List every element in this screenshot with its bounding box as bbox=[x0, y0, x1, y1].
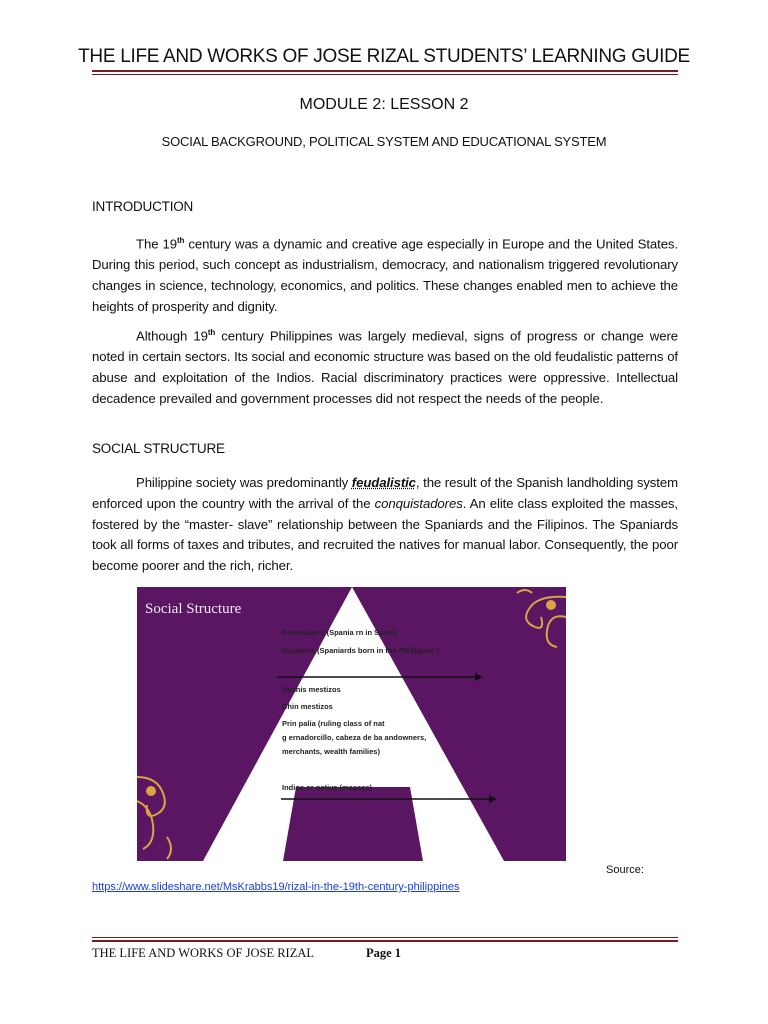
label-principalia-3: merchants, wealth families) bbox=[282, 747, 380, 756]
header-rule-bottom bbox=[92, 74, 678, 75]
label-indios: Indios or native (masses) bbox=[282, 783, 373, 792]
introduction-paragraph-2 bbox=[92, 323, 678, 410]
introduction-paragraph-1 bbox=[92, 231, 678, 318]
intro-p2-superscript: th bbox=[207, 328, 216, 337]
footer-rule-bottom bbox=[92, 940, 678, 942]
feudalistic-term: feudalistic bbox=[351, 475, 416, 490]
label-spanish-mestizos: Spanis mestizos bbox=[282, 685, 341, 694]
introduction-heading: INTRODUCTION bbox=[92, 199, 194, 214]
footer-rule-top bbox=[92, 937, 678, 938]
social-p-text-c: . An elite class exploited the masses, fostered by the “master- slave” relationship between the Spaniards and the Filipinos. The Spaniards took all forms of taxes and tributes, and recruited the natives for manual labor. Consequently, the poor become poorer and the rich, richer. bbox=[92, 495, 678, 574]
arrow-head-upper bbox=[475, 673, 483, 681]
page-header-title: THE LIFE AND WORKS OF JOSE RIZAL STUDENTS’ LEARNING GUIDE bbox=[78, 46, 690, 67]
page-number: Page 1 bbox=[366, 946, 402, 960]
header-rule-top bbox=[92, 70, 678, 72]
footer-title: THE LIFE AND WORKS OF JOSE RIZAL bbox=[92, 946, 314, 960]
source-label: Source: bbox=[606, 864, 644, 876]
label-principalia-2: g ernadorcillo, cabeza de ba andowners, bbox=[282, 733, 427, 742]
label-chinese-mestizos: Chin mestizos bbox=[282, 702, 333, 711]
module-title: MODULE 2: LESSON 2 bbox=[299, 96, 469, 113]
figure-title: Social Structure bbox=[145, 601, 242, 617]
intro-p2-text-b: century Philippines was largely medieval, signs of progress or change were noted in certain sectors. Its social and economic structure was based on the old feudalistic patterns of abuse and exploitation of the Indios. Racial discriminatory practices were oppressive. Intellectual decadence prevailed and government processes did not respect the needs of the people. bbox=[92, 328, 678, 406]
source-link[interactable]: https://www.slideshare.net/MsKrabbs19/rizal-in-the-19th-century-philippines bbox=[92, 881, 460, 893]
ornament-bottom-left bbox=[137, 777, 171, 859]
lesson-subtitle: SOCIAL BACKGROUND, POLITICAL SYSTEM AND EDUCATIONAL SYSTEM bbox=[161, 134, 607, 149]
label-peninsulare: Peninsulare (Spania rn in Spain) bbox=[282, 628, 398, 637]
conquistadores-term: conquistadores bbox=[374, 495, 463, 511]
intro-p1-superscript: th bbox=[176, 236, 185, 245]
social-p-text-b: , the result of the Spanish landholding system enforced upon the country with the arrival of the bbox=[92, 475, 678, 511]
arrow-head-lower bbox=[489, 795, 497, 803]
intro-p1-text-a: The 19 bbox=[136, 236, 177, 252]
intro-p1-text-b: century was a dynamic and creative age especially in Europe and the United States. During this period, such concept as industrialism, democracy, and nationalism triggered revolutionary changes in science, technology, economics, and politics. These changes enabled men to achieve the heights of prosperity and dignity. bbox=[92, 236, 678, 314]
social-structure-heading: SOCIAL STRUCTURE bbox=[92, 441, 225, 456]
intro-p2-text-a: Although 19 bbox=[136, 328, 208, 344]
social-structure-figure bbox=[137, 587, 566, 861]
social-p-text-a: Philippine society was predominantly bbox=[136, 475, 352, 490]
label-insulares: Insulares (Spaniards born in the Philippine ) bbox=[282, 646, 440, 655]
social-structure-paragraph bbox=[92, 473, 678, 577]
ornament-top-right bbox=[517, 590, 566, 647]
label-principalia-1: Prin palia (ruling class of nat bbox=[282, 719, 385, 728]
